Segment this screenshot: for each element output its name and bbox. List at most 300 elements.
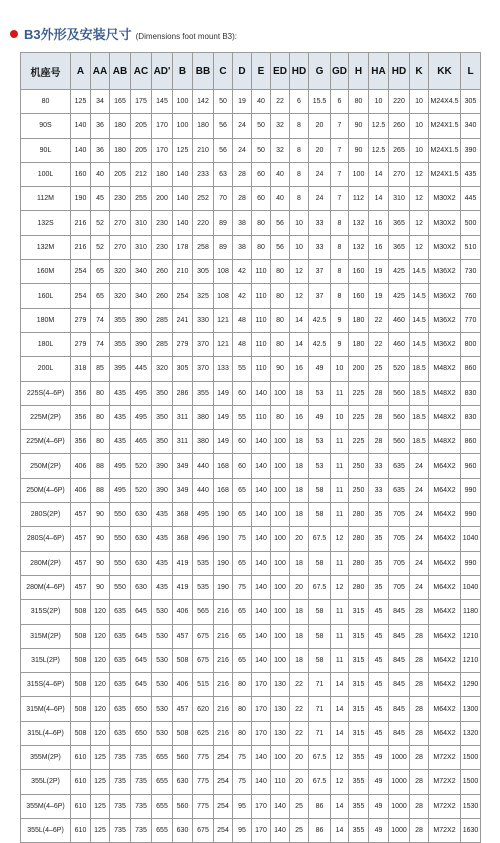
table-cell: 65 [91,260,110,284]
table-cell: 28 [410,600,429,624]
frame-size-cell: 280S(2P) [21,503,71,527]
table-cell: 74 [91,308,110,332]
table-cell: 860 [461,430,481,454]
table-cell: 10 [290,211,309,235]
table-cell: 121 [214,308,233,332]
table-cell: 11 [331,624,349,648]
table-cell: 49 [309,357,331,381]
column-header: D [233,53,252,90]
table-cell: 8 [331,284,349,308]
table-cell: 80 [271,332,290,356]
table-cell: 340 [131,260,152,284]
table-cell: 14 [331,673,349,697]
table-cell: 25 [290,818,309,842]
table-cell: 14 [369,162,389,186]
table-cell: 100 [271,527,290,551]
table-cell: 210 [193,138,214,162]
table-cell: 645 [131,600,152,624]
table-cell: 50 [252,114,271,138]
table-cell: 90 [91,503,110,527]
table-cell: 200 [152,187,173,211]
table-cell: 500 [461,211,481,235]
frame-size-cell: 180L [21,332,71,356]
table-cell: 440 [193,454,214,478]
table-cell: 35 [369,551,389,575]
table-cell: 655 [152,770,173,794]
table-cell: 305 [193,260,214,284]
frame-size-cell: 355L(2P) [21,770,71,794]
table-cell: 190 [214,575,233,599]
table-cell: 180 [349,332,369,356]
table-cell: 315 [349,624,369,648]
table-cell: 125 [91,818,110,842]
table-cell: 355 [349,794,369,818]
table-cell: M48X2 [429,357,461,381]
table-cell: 610 [71,818,91,842]
table-cell: M64X2 [429,478,461,502]
table-cell: 350 [152,430,173,454]
table-cell: 11 [331,430,349,454]
table-cell: 140 [252,454,271,478]
frame-size-cell: 90S [21,114,71,138]
table-cell: 508 [173,648,193,672]
table-cell: 20 [290,527,309,551]
table-cell: 90 [349,114,369,138]
table-cell: 35 [369,527,389,551]
table-cell: 550 [110,527,131,551]
table-cell: 12 [410,235,429,259]
table-cell: 254 [214,770,233,794]
column-header: AA [91,53,110,90]
table-cell: 205 [131,114,152,138]
frame-size-cell: 225M(2P) [21,405,71,429]
table-row [21,575,481,599]
table-cell: 28 [410,697,429,721]
table-cell: 65 [233,478,252,502]
table-cell: 845 [389,600,410,624]
table-cell: 270 [110,235,131,259]
table-cell: 140 [252,430,271,454]
table-cell: 37 [309,284,331,308]
table-row [21,770,481,794]
table-cell: 56 [214,114,233,138]
table-row [21,235,481,259]
table-cell: 38 [233,211,252,235]
table-cell: 845 [389,673,410,697]
table-row [21,527,481,551]
table-cell: 86 [309,818,331,842]
table-cell: 37 [309,260,331,284]
table-cell: 520 [131,454,152,478]
table-cell: 140 [271,818,290,842]
table-cell: 24 [233,138,252,162]
table-cell: 310 [389,187,410,211]
table-cell: 170 [252,721,271,745]
table-cell: 550 [110,551,131,575]
table-cell: 286 [173,381,193,405]
table-cell: 845 [389,697,410,721]
table-cell: 380 [193,405,214,429]
table-cell: 67.5 [309,770,331,794]
table-cell: 425 [389,260,410,284]
table-cell: 370 [193,332,214,356]
table-cell: 125 [173,138,193,162]
table-cell: 635 [110,600,131,624]
table-cell: 960 [461,454,481,478]
frame-size-cell: 315L(4–6P) [21,721,71,745]
table-cell: 45 [369,697,389,721]
table-cell: 435 [152,527,173,551]
table-cell: 42 [233,260,252,284]
frame-size-cell: 280S(4–6P) [21,527,71,551]
table-cell: 22 [290,721,309,745]
table-cell: 760 [461,284,481,308]
table-cell: M24X1.5 [429,138,461,162]
table-cell: 80 [252,211,271,235]
table-row [21,818,481,842]
column-header: AD' [152,53,173,90]
table-cell: 1210 [461,624,481,648]
table-row [21,332,481,356]
table-cell: 635 [110,673,131,697]
table-cell: 14 [331,794,349,818]
table-cell: 149 [214,405,233,429]
table-cell: 33 [369,454,389,478]
table-cell: 160 [71,162,91,186]
table-cell: 216 [214,721,233,745]
table-cell: 140 [173,162,193,186]
table-cell: 230 [152,211,173,235]
table-cell: 620 [193,697,214,721]
table-cell: 265 [389,138,410,162]
table-cell: 140 [252,648,271,672]
table-cell: 254 [71,260,91,284]
table-cell: 770 [461,308,481,332]
table-cell: 16 [369,235,389,259]
table-cell: 630 [131,527,152,551]
table-cell: 75 [233,575,252,599]
table-cell: 180 [110,114,131,138]
table-cell: 390 [461,138,481,162]
table-cell: 508 [71,697,91,721]
table-cell: 11 [331,503,349,527]
table-cell: 160 [349,284,369,308]
table-cell: 610 [71,794,91,818]
table-cell: 340 [131,284,152,308]
table-cell: 140 [252,478,271,502]
table-cell: 635 [110,721,131,745]
table-cell: M64X2 [429,721,461,745]
table-cell: 40 [271,187,290,211]
table-cell: 305 [173,357,193,381]
table-cell: 22 [369,332,389,356]
table-cell: 355 [349,818,369,842]
table-cell: 14 [369,187,389,211]
frame-size-cell: 250M(2P) [21,454,71,478]
table-cell: 88 [91,454,110,478]
table-cell: 28 [233,187,252,211]
table-cell: 535 [193,551,214,575]
frame-size-cell: 315S(2P) [21,600,71,624]
table-cell: 10 [331,357,349,381]
table-cell: 149 [214,430,233,454]
table-cell: 630 [131,551,152,575]
table-cell: 735 [131,818,152,842]
table-cell: 20 [290,746,309,770]
table-cell: 45 [369,721,389,745]
frame-size-cell: 180M [21,308,71,332]
frame-size-cell: 315M(2P) [21,624,71,648]
table-cell: 110 [252,260,271,284]
table-cell: 28 [410,746,429,770]
table-cell: 80 [233,673,252,697]
table-cell: 10 [369,90,389,114]
table-cell: 28 [233,162,252,186]
table-cell: 24 [233,114,252,138]
table-cell: 395 [110,357,131,381]
table-row [21,600,481,624]
table-cell: 515 [193,673,214,697]
table-cell: 7 [331,138,349,162]
column-header: H [349,53,369,90]
table-cell: M64X2 [429,454,461,478]
table-cell: 100 [271,381,290,405]
table-cell: 11 [331,551,349,575]
column-header: AB [110,53,131,90]
table-cell: 205 [131,138,152,162]
table-cell: 508 [71,721,91,745]
table-cell: 830 [461,405,481,429]
table-cell: 80 [271,284,290,308]
frame-size-cell: 355M(2P) [21,746,71,770]
table-cell: 233 [193,162,214,186]
table-cell: 11 [331,600,349,624]
table-cell: 1320 [461,721,481,745]
table-cell: 24 [410,454,429,478]
column-header: GD [331,53,349,90]
table-cell: 53 [309,430,331,454]
table-cell: 445 [131,357,152,381]
table-cell: 130 [271,673,290,697]
column-header: ED [271,53,290,90]
table-cell: 22 [290,673,309,697]
table-cell: M64X2 [429,648,461,672]
table-cell: 330 [193,308,214,332]
table-cell: 80 [233,697,252,721]
table-cell: 18 [290,454,309,478]
table-cell: 535 [193,575,214,599]
table-row [21,721,481,745]
table-cell: 16 [290,405,309,429]
table-cell: 435 [110,405,131,429]
table-cell: 830 [461,381,481,405]
table-cell: 80 [349,90,369,114]
table-cell: 24 [410,478,429,502]
table-cell: 1530 [461,794,481,818]
table-cell: 55 [233,357,252,381]
table-cell: 655 [152,746,173,770]
table-row [21,284,481,308]
table-cell: 80 [91,381,110,405]
table-cell: 495 [110,478,131,502]
table-cell: 100 [271,575,290,599]
table-cell: 40 [252,90,271,114]
table-cell: 19 [369,284,389,308]
table-cell: 220 [193,211,214,235]
table-cell: 355 [349,746,369,770]
table-cell: 845 [389,721,410,745]
table-cell: 560 [389,381,410,405]
table-cell: 52 [91,235,110,259]
table-cell: 90 [349,138,369,162]
frame-size-cell: 132M [21,235,71,259]
table-cell: 65 [233,648,252,672]
table-row [21,551,481,575]
table-cell: 12 [290,284,309,308]
table-cell: 705 [389,527,410,551]
table-cell: 457 [71,503,91,527]
table-cell: 110 [252,332,271,356]
table-cell: 170 [252,794,271,818]
table-cell: 24 [410,575,429,599]
table-cell: M64X2 [429,624,461,648]
table-cell: 90 [91,527,110,551]
dimensions-table [20,52,481,843]
table-body [21,90,481,843]
table-cell: 775 [193,794,214,818]
table-cell: 24 [410,503,429,527]
table-cell: 435 [110,381,131,405]
table-cell: 212 [131,162,152,186]
table-cell: 36 [91,114,110,138]
table-cell: 110 [252,357,271,381]
table-cell: 120 [91,673,110,697]
table-cell: 28 [369,381,389,405]
frame-size-cell: 355L(4–6P) [21,818,71,842]
table-cell: 800 [461,332,481,356]
table-cell: 14 [331,697,349,721]
table-cell: 50 [252,138,271,162]
table-cell: 24 [309,187,331,211]
table-row [21,211,481,235]
table-cell: M30X2 [429,187,461,211]
table-cell: 1500 [461,746,481,770]
table-cell: 635 [110,648,131,672]
table-cell: 6 [331,90,349,114]
table-cell: 33 [309,211,331,235]
table-cell: 55 [233,405,252,429]
table-cell: M30X2 [429,235,461,259]
table-cell: 18.5 [410,430,429,454]
table-cell: 40 [91,162,110,186]
table-cell: M72X2 [429,746,461,770]
table-cell: 56 [214,138,233,162]
table-cell: 65 [233,551,252,575]
table-cell: 140 [252,503,271,527]
table-cell: 355 [193,381,214,405]
table-cell: 365 [389,235,410,259]
frame-size-cell: 280M(4–6P) [21,575,71,599]
table-cell: M64X2 [429,600,461,624]
table-cell: 9 [331,308,349,332]
table-row [21,503,481,527]
table-cell: 216 [71,211,91,235]
table-cell: 610 [71,746,91,770]
table-cell: 42.5 [309,308,331,332]
frame-size-cell: 225M(4–6P) [21,430,71,454]
table-cell: 56 [271,211,290,235]
table-cell: 645 [131,673,152,697]
table-cell: 11 [331,381,349,405]
table-cell: 1000 [389,746,410,770]
table-cell: M36X2 [429,260,461,284]
table-cell: 90 [91,575,110,599]
table-cell: 180 [110,138,131,162]
table-cell: M36X2 [429,284,461,308]
table-cell: 140 [71,138,91,162]
table-cell: 140 [252,575,271,599]
table-cell: 33 [369,478,389,502]
table-cell: 318 [71,357,91,381]
table-cell: 80 [252,235,271,259]
frame-size-cell: 90L [21,138,71,162]
table-cell: 125 [71,90,91,114]
frame-size-cell: 225S(4–6P) [21,381,71,405]
table-cell: M72X2 [429,818,461,842]
table-cell: 457 [71,551,91,575]
table-cell: 12 [410,162,429,186]
table-cell: 19 [233,90,252,114]
table-cell: 990 [461,551,481,575]
table-cell: 12 [290,260,309,284]
table-cell: 48 [233,332,252,356]
table-cell: 36 [91,138,110,162]
table-cell: 860 [461,357,481,381]
table-cell: 24 [410,551,429,575]
table-cell: 130 [271,721,290,745]
table-cell: 380 [193,430,214,454]
table-cell: 11 [331,648,349,672]
column-header: BB [193,53,214,90]
table-cell: 610 [71,770,91,794]
table-cell: 45 [369,648,389,672]
table-cell: 368 [173,503,193,527]
table-cell: 38 [233,235,252,259]
table-cell: M36X2 [429,332,461,356]
table-cell: 14.5 [410,308,429,332]
table-cell: 140 [252,600,271,624]
table-cell: 20 [290,770,309,794]
table-cell: 495 [110,454,131,478]
table-cell: 180 [152,162,173,186]
table-cell: 20 [309,138,331,162]
column-header: KK [429,53,461,90]
table-cell: 254 [173,284,193,308]
table-cell: 735 [110,770,131,794]
table-row [21,138,481,162]
table-cell: 140 [252,770,271,794]
table-cell: 1210 [461,648,481,672]
table-cell: 845 [389,648,410,672]
table-cell: 14 [331,818,349,842]
table-cell: 20 [309,114,331,138]
table-cell: 216 [71,235,91,259]
table-cell: 58 [309,478,331,502]
table-cell: 457 [173,697,193,721]
table-cell: 170 [252,697,271,721]
table-cell: 8 [290,114,309,138]
table-cell: 65 [233,503,252,527]
